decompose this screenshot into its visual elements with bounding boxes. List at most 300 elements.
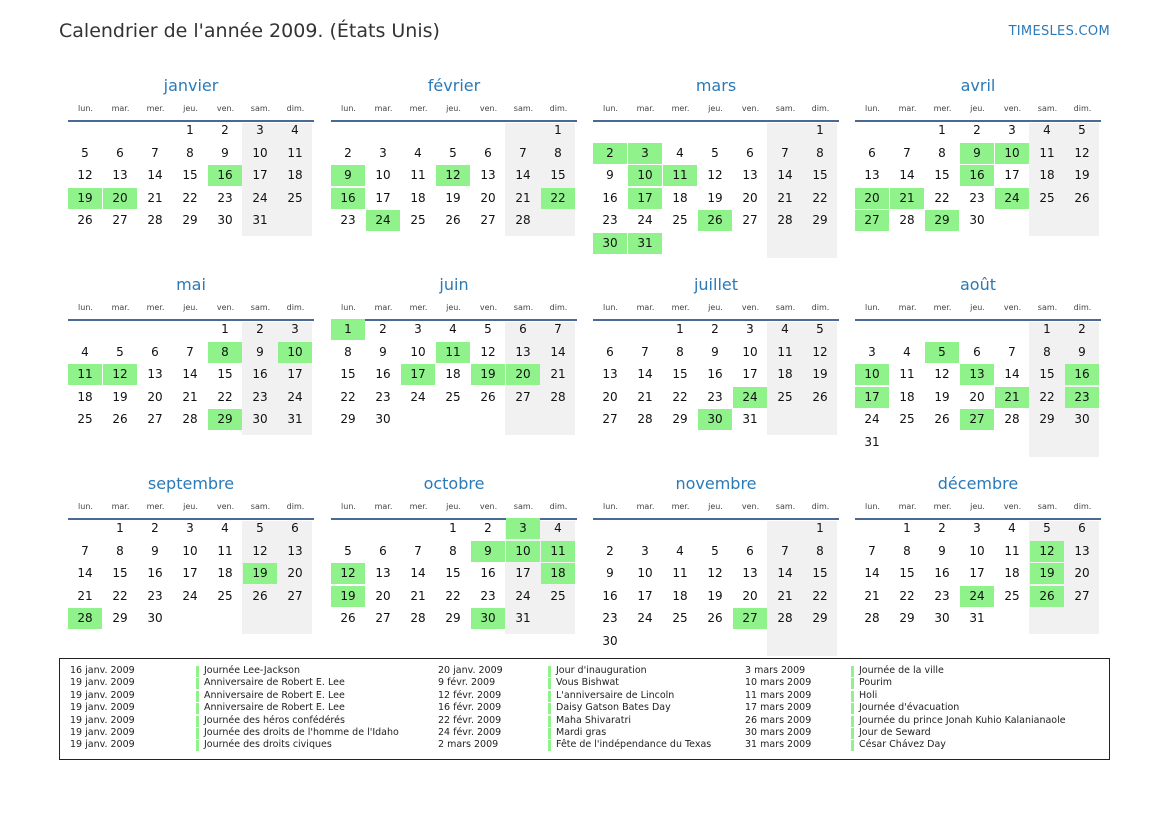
day-cell: 4	[554, 521, 562, 535]
holiday-day-cell: 17	[855, 387, 889, 408]
day-cell: 6	[606, 344, 614, 359]
holiday-day-cell: 29	[208, 409, 242, 430]
holiday-day-cell: 11	[663, 165, 697, 186]
day-cell: 18	[287, 168, 303, 182]
day-cell: 6	[116, 145, 124, 160]
day-cell: 20	[1074, 566, 1090, 580]
holiday-marker	[851, 703, 854, 714]
day-cell: 31	[515, 611, 531, 625]
day-cell: 12	[1074, 145, 1090, 160]
holiday-day-cell: 19	[471, 364, 505, 385]
day-cell: 6	[519, 322, 527, 336]
day-cell: 11	[1004, 543, 1020, 558]
weekday-header: sam.	[250, 303, 271, 312]
day-cell: 23	[252, 389, 268, 404]
day-cell: 29	[899, 611, 915, 625]
holiday-date: 26 mars 2009	[745, 714, 812, 726]
day-cell: 11	[287, 145, 303, 160]
weekday-header: jeu.	[446, 104, 461, 113]
day-cell: 4	[781, 322, 789, 336]
day-cell: 8	[186, 145, 194, 160]
day-cell: 14	[777, 168, 793, 182]
day-cell: 3	[291, 322, 299, 336]
day-cell: 17	[969, 566, 985, 580]
weekday-header: lun.	[78, 303, 93, 312]
day-cell: 12	[707, 566, 723, 580]
day-cell: 1	[186, 123, 194, 137]
day-cell: 2	[938, 521, 946, 535]
weekday-header: lun.	[341, 303, 356, 312]
holiday-day-cell: 24	[366, 210, 400, 231]
day-cell: 6	[379, 543, 387, 558]
day-cell: 23	[147, 588, 163, 603]
day-cell: 25	[287, 190, 303, 205]
day-cell: 26	[77, 213, 93, 227]
weekday-header: sam.	[250, 104, 271, 113]
day-cell: 23	[934, 588, 950, 603]
holiday-marker	[196, 716, 199, 727]
day-cell: 8	[449, 543, 457, 558]
day-cell: 8	[1043, 344, 1051, 359]
holiday-date: 19 janv. 2009	[70, 702, 135, 714]
holiday-name: Anniversaire de Robert E. Lee	[204, 677, 345, 689]
day-cell: 1	[903, 521, 911, 535]
day-cell: 7	[868, 543, 876, 558]
day-cell: 4	[1043, 123, 1051, 137]
day-cell: 14	[1004, 367, 1020, 381]
day-cell: 16	[252, 367, 268, 381]
day-cell: 14	[147, 168, 163, 182]
day-cell: 22	[672, 389, 688, 404]
holiday-list	[59, 658, 1110, 760]
holiday-day-cell: 8	[208, 342, 242, 363]
day-cell: 25	[672, 213, 688, 227]
day-cell: 22	[182, 190, 198, 205]
day-cell: 25	[410, 213, 426, 227]
holiday-date: 17 mars 2009	[745, 702, 812, 714]
day-cell: 5	[116, 344, 124, 359]
day-cell: 24	[637, 213, 653, 227]
holiday-day-cell: 21	[995, 387, 1029, 408]
day-cell: 29	[812, 213, 828, 227]
holiday-day-cell: 21	[890, 188, 924, 209]
day-cell: 10	[969, 543, 985, 558]
day-cell: 4	[291, 123, 299, 137]
day-cell: 18	[1004, 566, 1020, 580]
day-cell: 12	[252, 543, 268, 558]
weekday-header: mer.	[671, 104, 690, 113]
weekday-header: mar.	[374, 104, 393, 113]
day-cell: 1	[116, 521, 124, 535]
day-cell: 10	[375, 168, 391, 182]
day-cell: 10	[637, 566, 653, 580]
day-cell: 6	[868, 145, 876, 160]
day-cell: 25	[899, 412, 915, 426]
day-cell: 9	[606, 566, 614, 580]
day-cell: 8	[938, 145, 946, 160]
day-cell: 20	[287, 566, 303, 580]
day-cell: 19	[112, 389, 128, 404]
day-cell: 4	[676, 145, 684, 160]
day-cell: 31	[287, 412, 303, 426]
holiday-date: 19 janv. 2009	[70, 726, 135, 738]
day-cell: 17	[287, 367, 303, 381]
day-cell: 9	[711, 344, 719, 359]
day-cell: 13	[1074, 543, 1090, 558]
day-cell: 4	[81, 344, 89, 359]
holiday-marker	[548, 678, 551, 689]
weekday-header: sam.	[250, 502, 271, 511]
holiday-name: Journée des héros confédérés	[204, 714, 345, 726]
holiday-name: Journée d'évacuation	[859, 702, 960, 714]
day-cell: 29	[182, 213, 198, 227]
holiday-name: Anniversaire de Robert E. Lee	[204, 702, 345, 714]
weekday-header: dim.	[811, 104, 830, 113]
day-cell: 21	[410, 588, 426, 603]
day-cell: 20	[742, 588, 758, 603]
day-cell: 21	[864, 588, 880, 603]
day-cell: 5	[1043, 521, 1051, 535]
holiday-day-cell: 24	[995, 188, 1029, 209]
day-cell: 25	[77, 412, 93, 426]
weekday-header: ven.	[216, 104, 235, 113]
day-cell: 21	[147, 190, 163, 205]
day-cell: 22	[340, 389, 356, 404]
day-cell: 26	[812, 389, 828, 404]
weekday-header: ven.	[1003, 104, 1022, 113]
day-cell: 24	[637, 611, 653, 625]
day-cell: 15	[340, 367, 356, 381]
day-cell: 13	[480, 168, 496, 182]
day-cell: 7	[81, 543, 89, 558]
holiday-marker	[196, 740, 199, 751]
day-cell: 17	[252, 168, 268, 182]
holiday-day-cell: 3	[628, 143, 662, 164]
day-cell: 15	[934, 168, 950, 182]
day-cell: 28	[777, 213, 793, 227]
holiday-name: Journée du prince Jonah Kuhio Kalanianaole	[859, 714, 1066, 726]
holiday-date: 10 mars 2009	[745, 677, 812, 689]
holiday-name: Daisy Gatson Bates Day	[556, 702, 671, 714]
day-cell: 14	[77, 566, 93, 580]
weekday-header: dim.	[811, 303, 830, 312]
day-cell: 25	[550, 588, 566, 603]
day-cell: 19	[812, 367, 828, 381]
holiday-name: Holi	[859, 689, 878, 701]
holiday-name: Vous Bishwat	[556, 677, 620, 689]
day-cell: 28	[637, 412, 653, 426]
weekday-header: ven.	[741, 303, 760, 312]
weekday-header: lun.	[603, 502, 618, 511]
day-cell: 13	[515, 344, 531, 359]
day-cell: 5	[256, 521, 264, 535]
day-cell: 4	[1008, 521, 1016, 535]
day-cell: 2	[151, 521, 159, 535]
weekday-header: mer.	[933, 303, 952, 312]
day-cell: 21	[777, 588, 793, 603]
day-cell: 14	[550, 344, 566, 359]
day-cell: 12	[812, 344, 828, 359]
day-cell: 30	[934, 611, 950, 625]
holiday-name: Jour de Seward	[859, 726, 931, 738]
day-cell: 28	[864, 611, 880, 625]
day-cell: 3	[379, 145, 387, 160]
month-name: mai	[176, 275, 206, 294]
weekday-header: mar.	[898, 104, 917, 113]
day-cell: 7	[151, 145, 159, 160]
day-cell: 20	[602, 389, 618, 404]
day-cell: 28	[899, 213, 915, 227]
holiday-marker	[548, 716, 551, 727]
day-cell: 2	[711, 322, 719, 336]
day-cell: 3	[186, 521, 194, 535]
day-cell: 9	[606, 168, 614, 182]
month-name: août	[959, 275, 996, 294]
day-cell: 25	[217, 588, 233, 603]
weekday-header: jeu.	[708, 104, 723, 113]
day-cell: 25	[1039, 190, 1055, 205]
day-cell: 30	[602, 633, 618, 648]
weekday-header: jeu.	[970, 104, 985, 113]
day-cell: 9	[221, 145, 229, 160]
day-cell: 14	[637, 367, 653, 381]
weekday-header: ven.	[741, 104, 760, 113]
day-cell: 30	[252, 412, 268, 426]
holiday-day-cell: 10	[278, 342, 312, 363]
day-cell: 23	[969, 190, 985, 205]
day-cell: 5	[1078, 123, 1086, 137]
holiday-day-cell: 31	[628, 233, 662, 254]
holiday-date: 31 mars 2009	[745, 739, 812, 751]
day-cell: 19	[707, 588, 723, 603]
weekday-header: sam.	[1037, 303, 1058, 312]
day-cell: 8	[116, 543, 124, 558]
day-cell: 14	[777, 566, 793, 580]
holiday-marker	[196, 678, 199, 689]
day-cell: 16	[375, 367, 391, 381]
day-cell: 20	[375, 588, 391, 603]
weekday-header: sam.	[775, 502, 796, 511]
holiday-date: 2 mars 2009	[438, 739, 499, 751]
weekday-header: mar.	[636, 303, 655, 312]
holiday-marker	[548, 666, 551, 677]
day-cell: 6	[291, 521, 299, 535]
weekday-header: mer.	[409, 502, 428, 511]
day-cell: 15	[445, 566, 461, 580]
weekday-header: mar.	[111, 104, 130, 113]
day-cell: 30	[969, 213, 985, 227]
day-cell: 14	[899, 168, 915, 182]
holiday-date: 20 janv. 2009	[438, 665, 503, 676]
weekday-header: jeu.	[708, 502, 723, 511]
day-cell: 8	[676, 344, 684, 359]
holiday-day-cell: 12	[1030, 541, 1064, 562]
day-cell: 16	[602, 190, 618, 205]
holiday-name: Journée des droits de l'homme de l'Idaho	[204, 726, 399, 738]
day-cell: 21	[777, 190, 793, 205]
day-cell: 17	[637, 588, 653, 603]
holiday-marker	[851, 728, 854, 739]
day-cell: 27	[742, 213, 758, 227]
weekday-header: dim.	[1073, 303, 1092, 312]
day-cell: 18	[77, 389, 93, 404]
weekday-header: lun.	[865, 104, 880, 113]
day-cell: 22	[217, 389, 233, 404]
holiday-day-cell: 1	[331, 319, 365, 340]
holiday-marker	[548, 703, 551, 714]
day-cell: 7	[781, 145, 789, 160]
day-cell: 8	[903, 543, 911, 558]
day-cell: 19	[934, 389, 950, 404]
day-cell: 1	[816, 123, 824, 137]
day-cell: 4	[414, 145, 422, 160]
day-cell: 26	[1074, 190, 1090, 205]
holiday-day-cell: 27	[733, 608, 767, 629]
day-cell: 21	[77, 588, 93, 603]
day-cell: 11	[777, 344, 793, 359]
holiday-date: 30 mars 2009	[745, 726, 812, 738]
weekday-header: lun.	[78, 502, 93, 511]
day-cell: 2	[221, 123, 229, 137]
day-cell: 25	[672, 611, 688, 625]
holiday-day-cell: 27	[855, 210, 889, 231]
holiday-marker	[196, 728, 199, 739]
weekday-header: dim.	[286, 303, 305, 312]
holiday-day-cell: 20	[506, 364, 540, 385]
day-cell: 27	[602, 412, 618, 426]
day-cell: 12	[77, 168, 93, 182]
day-cell: 27	[480, 213, 496, 227]
holiday-day-cell: 12	[331, 563, 365, 584]
day-cell: 24	[252, 190, 268, 205]
day-cell: 6	[1078, 521, 1086, 535]
weekday-header: dim.	[549, 303, 568, 312]
holiday-name: Maha Shivaratri	[556, 714, 632, 726]
weekday-header: ven.	[479, 502, 498, 511]
day-cell: 27	[287, 588, 303, 603]
month-name: mars	[695, 76, 737, 95]
weekday-header: mer.	[933, 502, 952, 511]
day-cell: 31	[742, 412, 758, 426]
weekday-header: dim.	[811, 502, 830, 511]
day-cell: 3	[414, 322, 422, 336]
holiday-date: 19 janv. 2009	[70, 677, 135, 689]
holiday-day-cell: 9	[331, 165, 365, 186]
day-cell: 3	[641, 543, 649, 558]
day-cell: 8	[816, 145, 824, 160]
weekday-header: sam.	[1037, 104, 1058, 113]
day-cell: 19	[1074, 168, 1090, 182]
brand-link[interactable]: TIMESLES.COM	[1008, 24, 1110, 39]
holiday-marker	[851, 740, 854, 751]
holiday-date: 19 janv. 2009	[70, 714, 135, 726]
day-cell: 15	[550, 168, 566, 182]
day-cell: 28	[1004, 412, 1020, 426]
day-cell: 30	[147, 611, 163, 625]
holiday-day-cell: 9	[471, 541, 505, 562]
day-cell: 24	[287, 389, 303, 404]
holiday-day-cell: 29	[925, 210, 959, 231]
day-cell: 9	[1078, 344, 1086, 359]
weekday-header: jeu.	[708, 303, 723, 312]
holiday-day-cell: 30	[471, 608, 505, 629]
day-cell: 3	[868, 344, 876, 359]
day-cell: 16	[934, 566, 950, 580]
day-cell: 1	[554, 123, 562, 137]
month-name: juillet	[693, 275, 739, 294]
day-cell: 13	[147, 367, 163, 381]
day-cell: 9	[938, 543, 946, 558]
day-cell: 15	[812, 566, 828, 580]
weekday-header: dim.	[286, 502, 305, 511]
holiday-marker	[851, 691, 854, 702]
day-cell: 13	[742, 168, 758, 182]
day-cell: 24	[182, 588, 198, 603]
day-cell: 18	[445, 367, 461, 381]
weekday-header: mar.	[636, 502, 655, 511]
day-cell: 1	[449, 521, 457, 535]
weekday-header: mer.	[671, 502, 690, 511]
holiday-marker	[196, 666, 199, 677]
day-cell: 2	[606, 543, 614, 558]
day-cell: 15	[899, 566, 915, 580]
day-cell: 28	[515, 213, 531, 227]
day-cell: 14	[864, 566, 880, 580]
day-cell: 7	[414, 543, 422, 558]
day-cell: 9	[151, 543, 159, 558]
holiday-day-cell: 10	[995, 143, 1029, 164]
weekday-header: sam.	[775, 104, 796, 113]
day-cell: 22	[812, 588, 828, 603]
day-cell: 3	[746, 322, 754, 336]
month-name: octobre	[423, 474, 485, 493]
weekday-header: dim.	[549, 104, 568, 113]
weekday-header: ven.	[479, 303, 498, 312]
holiday-date: 22 févr. 2009	[438, 714, 502, 726]
holiday-day-cell: 12	[103, 364, 137, 385]
day-cell: 29	[1039, 412, 1055, 426]
holiday-date: 12 févr. 2009	[438, 689, 502, 701]
holiday-name: L'anniversaire de Lincoln	[556, 689, 675, 701]
day-cell: 29	[112, 611, 128, 625]
day-cell: 6	[973, 344, 981, 359]
holiday-day-cell: 20	[103, 188, 137, 209]
holiday-name: Mardi gras	[556, 726, 607, 738]
holiday-date: 3 mars 2009	[745, 665, 806, 676]
day-cell: 23	[480, 588, 496, 603]
weekday-header: jeu.	[183, 502, 198, 511]
weekday-header: mar.	[898, 502, 917, 511]
weekday-header: sam.	[775, 303, 796, 312]
weekday-header: jeu.	[970, 303, 985, 312]
day-cell: 11	[899, 367, 915, 381]
month-name: février	[427, 76, 481, 95]
holiday-date: 19 janv. 2009	[70, 739, 135, 751]
holiday-day-cell: 16	[208, 165, 242, 186]
weekday-header: lun.	[603, 104, 618, 113]
day-cell: 18	[777, 367, 793, 381]
holiday-day-cell: 24	[960, 586, 994, 607]
day-cell: 5	[484, 322, 492, 336]
day-cell: 24	[864, 412, 880, 426]
day-cell: 2	[344, 145, 352, 160]
holiday-date: 16 janv. 2009	[70, 665, 135, 676]
weekday-header: mer.	[409, 104, 428, 113]
day-cell: 12	[934, 367, 950, 381]
month-name: janvier	[163, 76, 219, 95]
day-cell: 16	[147, 566, 163, 580]
day-cell: 15	[1039, 367, 1055, 381]
